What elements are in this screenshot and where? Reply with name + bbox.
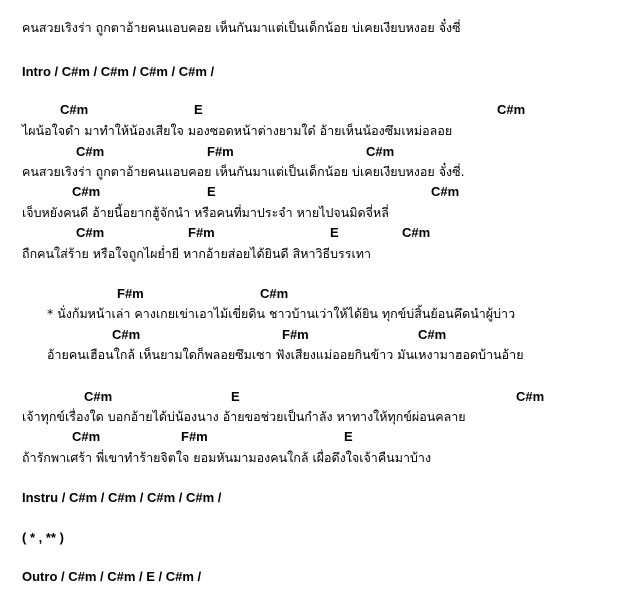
chord: E [330,225,339,240]
lyric-line: ไผน้อใจดำ มาทำให้น้องเสียใจ มองซอดหน้าต่างยามใด๋ อ้ายเห็นน้องซึมเหม่อลอย [22,123,453,138]
repeat-marker: ( * , ** ) [22,530,64,545]
chord: F#m [282,327,309,342]
chord: E [194,102,203,117]
chord: C#m [431,184,460,199]
lyric-line: เจ็บหยังคนดี อ้ายนี้อยากฮู้จักนำ หรือคนที่มาประจำ หายไปจนมิดจี่หลี่ [22,205,389,220]
outro-chords: Outro / C#m / C#m / E / C#m / [22,569,202,584]
chord: C#m [76,144,105,159]
chord: C#m [402,225,431,240]
chord: E [231,389,240,404]
chord: F#m [207,144,234,159]
chord: C#m [76,225,105,240]
lyric-line: คนสวยเริงร่า ถูกตาอ้ายคนแอบคอย เห็นกันมาแต่เป็นเด็กน้อย บ่เคยเงียบหงอย จั๋งซี่. [22,164,465,179]
chord: C#m [366,144,395,159]
opening-lyric: คนสวยเริงร่า ถูกตาอ้ายคนแอบคอย เห็นกันมาแต่เป็นเด็กน้อย บ่เคยเงียบหงอย จั๋งซี่ [22,20,461,35]
chord: F#m [188,225,215,240]
lyric-line: ถ้ารักพาเศร้า พี่เขาทำร้ายจิตใจ ยอมหันมามองคนใกล้ เผื่อดึงใจเจ้าคืนมาบ้าง [22,450,432,465]
lyric-line: เจ้าทุกข์เรื่องใด บอกอ้ายได้บ่น้องนาง อ้ายขอช่วยเป็นกำลัง หาทางให้ทุกข์ผ่อนคลาย [22,409,466,424]
chord: C#m [60,102,89,117]
lyric-line: * นั่งก้มหน้าเล่า คางเกยเข่าเอาไม้เขี่ยดิน ชาวบ้านเว่าให้ได้ยิน ทุกข์บ่สิ้นย้อนคึดนำผู้บ่าว [47,306,516,321]
instru-chords: Instru / C#m / C#m / C#m / C#m / [22,490,222,505]
chord: F#m [117,286,144,301]
lyric-line: อ้ายคนเฮือนใกล้ เห็นยามใดก็พลอยซึมเซา ฟังเสียงแม่ออยกินข้าว มันเหงามาฮอดบ้านอ้าย [47,347,524,362]
chord: E [344,429,353,444]
chord: E [207,184,216,199]
chord: C#m [112,327,141,342]
chord: C#m [497,102,526,117]
chord: C#m [84,389,113,404]
chord: C#m [418,327,447,342]
chord: C#m [260,286,289,301]
lyric-line: ถืกคนใส่ร้าย หรือใจถูกไผย่ำยี หากอ้ายส่อยได้ยินดี สิหาวิธีบรรเทา [22,246,372,261]
chord: C#m [72,429,101,444]
chord: C#m [516,389,545,404]
chord: C#m [72,184,101,199]
intro-chords: Intro / C#m / C#m / C#m / C#m / [22,64,215,79]
chord: F#m [181,429,208,444]
